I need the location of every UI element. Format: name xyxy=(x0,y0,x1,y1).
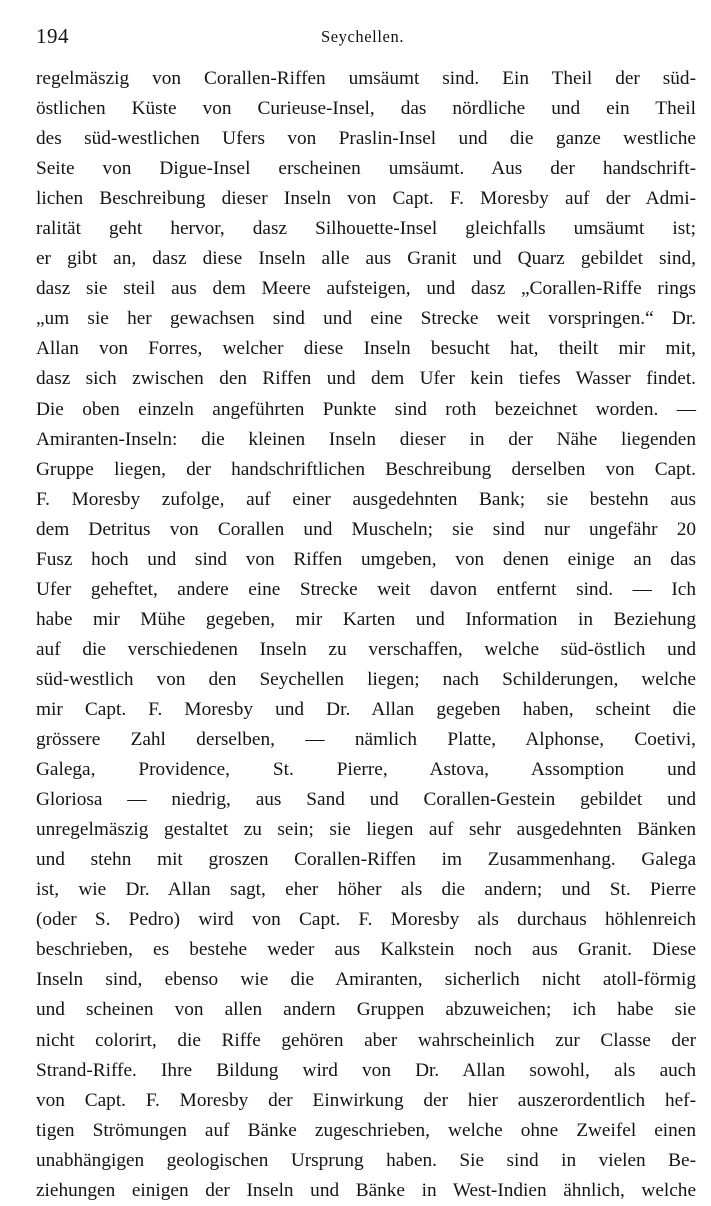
text-line: tigen Strömungen auf Bänke zugeschrieben, welche ohne Zweifel einen xyxy=(36,1119,696,1141)
text-line: Galega, Providence, St. Pierre, Astova, Assomption und xyxy=(36,759,696,781)
text-line: nicht colorirt, die Riffe gehören aber wahrscheinlich zur Classe der xyxy=(36,1029,696,1051)
text-line: auf die verschiedenen Inseln zu verschaffen, welche süd-östlich und xyxy=(36,638,696,660)
text-line: unabhängigen geologischen Ursprung haben. Sie sind in vielen Be- xyxy=(36,1149,696,1171)
text-line: mir Capt. F. Moresby und Dr. Allan gegeben haben, scheint die xyxy=(36,698,696,720)
text-line: und scheinen von allen andern Gruppen abzuweichen; ich habe sie xyxy=(36,999,696,1021)
text-line: Amiranten-Inseln: die kleinen Inseln dieser in der Nähe liegenden xyxy=(36,428,696,450)
text-line: unregelmäszig gestaltet zu sein; sie liegen auf sehr ausgedehnten Bänken xyxy=(36,819,696,841)
text-line: Gruppe liegen, der handschriftlichen Beschreibung derselben von Capt. xyxy=(36,458,696,480)
text-line: beschrieben, es bestehe weder aus Kalkstein noch aus Granit. Diese xyxy=(36,939,696,961)
text-line: Die oben einzeln angeführten Punkte sind roth bezeichnet worden. — xyxy=(36,398,696,420)
text-line: (oder S. Pedro) wird von Capt. F. Moresby als durchaus höhlenreich xyxy=(36,909,696,931)
text-line: Seite von Digue-Insel erscheinen umsäumt. Aus der handschrift- xyxy=(36,158,696,180)
text-line: ralität geht hervor, dasz Silhouette-Insel gleichfalls umsäumt ist; xyxy=(36,218,696,240)
text-line: Inseln sind, ebenso wie die Amiranten, sicherlich nicht atoll-förmig xyxy=(36,969,696,991)
body-text xyxy=(36,64,696,1206)
text-line: er gibt an, dasz diese Inseln alle aus Granit und Quarz gebildet sind, xyxy=(36,248,696,270)
running-head: Seychellen. xyxy=(320,27,405,46)
text-line: östlichen Küste von Curieuse-Insel, das nördliche und ein Theil xyxy=(36,98,696,120)
page-header xyxy=(36,20,689,52)
text-line: regelmäszig von Corallen-Riffen umsäumt sind. Ein Theil der süd- xyxy=(36,68,696,89)
text-line: lichen Beschreibung dieser Inseln von Capt. F. Moresby auf der Admi- xyxy=(36,188,696,210)
text-line: dasz sie steil aus dem Meere aufsteigen, und dasz „Corallen-Riffe rings xyxy=(36,278,696,300)
text-line: ziehungen einigen der Inseln und Bänke in West-Indien ähnlich, welche xyxy=(36,1179,696,1201)
text-line: von Capt. F. Moresby der Einwirkung der hier auszerordentlich hef- xyxy=(36,1089,696,1111)
text-line: Gloriosa — niedrig, aus Sand und Corallen-Gestein gebildet und xyxy=(36,789,696,811)
text-line: des süd-westlichen Ufers von Praslin-Insel und die ganze westliche xyxy=(36,128,696,150)
text-line: „um sie her gewachsen sind und eine Strecke weit vorspringen.“ Dr. xyxy=(36,308,696,330)
text-line: dasz sich zwischen den Riffen und dem Ufer kein tiefes Wasser findet. xyxy=(36,368,696,390)
text-line: und stehn mit groszen Corallen-Riffen im Zusammenhang. Galega xyxy=(36,849,696,871)
text-line: dem Detritus von Corallen und Muscheln; sie sind nur ungefähr 20 xyxy=(36,518,696,540)
text-line: ist, wie Dr. Allan sagt, eher höher als die andern; und St. Pierre xyxy=(36,879,696,901)
text-line: grössere Zahl derselben, — nämlich Platte, Alphonse, Coetivi, xyxy=(36,729,696,751)
text-line: Ufer geheftet, andere eine Strecke weit davon entfernt sind. — Ich xyxy=(36,578,696,600)
text-line: Strand-Riffe. Ihre Bildung wird von Dr. Allan sowohl, als auch xyxy=(36,1059,696,1081)
text-line: Fusz hoch und sind von Riffen umgeben, von denen einige an das xyxy=(36,548,696,570)
text-line: süd-westlich von den Seychellen liegen; nach Schilderungen, welche xyxy=(36,668,696,690)
page-number: 194 xyxy=(36,24,69,48)
text-line: Allan von Forres, welcher diese Inseln besucht hat, theilt mir mit, xyxy=(36,338,696,360)
text-line: F. Moresby zufolge, auf einer ausgedehnten Bank; sie bestehn aus xyxy=(36,488,696,510)
text-line: habe mir Mühe gegeben, mir Karten und Information in Beziehung xyxy=(36,608,696,630)
